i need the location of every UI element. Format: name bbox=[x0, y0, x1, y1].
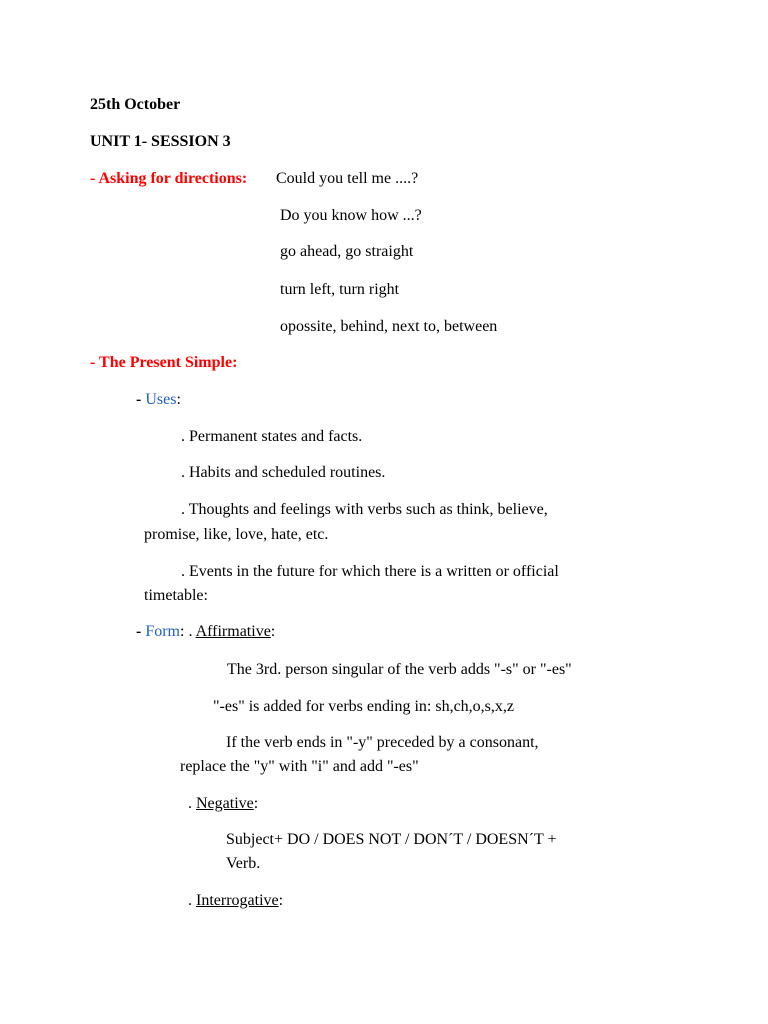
direction-phrase: go ahead, go straight bbox=[280, 243, 414, 260]
interrogative-colon: : bbox=[278, 892, 284, 909]
affirmative-line: If the verb ends in "-y" preceded by a consonant, bbox=[226, 734, 539, 751]
interrogative-heading bbox=[188, 891, 283, 911]
use-item: . Thoughts and feelings with verbs such as think, believe, bbox=[181, 501, 548, 518]
negative-prefix: . bbox=[188, 795, 196, 812]
use-item: . Habits and scheduled routines. bbox=[181, 464, 386, 481]
negative-heading bbox=[188, 794, 258, 814]
negative-line-continued: Verb. bbox=[226, 855, 261, 872]
interrogative-label: Interrogative bbox=[196, 892, 279, 909]
present-simple-heading: - The Present Simple: bbox=[90, 354, 238, 371]
date-heading: 25th October bbox=[90, 96, 181, 113]
directions-heading: - Asking for directions: bbox=[90, 170, 248, 187]
uses-label: Uses bbox=[145, 391, 177, 408]
affirmative-line: The 3rd. person singular of the verb adds "-s" or "-es" bbox=[227, 661, 572, 678]
use-item: . Permanent states and facts. bbox=[181, 428, 363, 445]
unit-heading: UNIT 1- SESSION 3 bbox=[90, 133, 231, 150]
form-heading bbox=[136, 622, 275, 642]
use-item-continued: timetable: bbox=[144, 587, 208, 604]
form-dash: - bbox=[136, 623, 146, 640]
form-colon-dot: : . bbox=[180, 623, 196, 640]
direction-phrase: Could you tell me ....? bbox=[276, 170, 419, 187]
use-item-continued: promise, like, love, hate, etc. bbox=[144, 526, 329, 543]
direction-phrase: turn left, turn right bbox=[280, 281, 400, 298]
use-item: . Events in the future for which there is a written or official bbox=[181, 563, 559, 580]
direction-phrase: Do you know how ...? bbox=[280, 207, 422, 224]
affirmative-colon: : bbox=[270, 623, 276, 640]
direction-phrase: opossite, behind, next to, between bbox=[280, 318, 498, 335]
interrogative-prefix: . bbox=[188, 892, 196, 909]
form-label: Form bbox=[145, 623, 180, 640]
negative-label: Negative bbox=[196, 795, 254, 812]
negative-line: Subject+ DO / DOES NOT / DON´T / DOESN´T + bbox=[226, 831, 557, 848]
affirmative-line: "-es" is added for verbs ending in: sh,ch,o,s,x,z bbox=[213, 698, 514, 715]
affirmative-line-continued: replace the "y" with "i" and add "-es" bbox=[180, 758, 419, 775]
uses-dash: - bbox=[136, 391, 146, 408]
uses-colon: : bbox=[176, 391, 181, 408]
uses-heading bbox=[136, 390, 181, 410]
negative-colon: : bbox=[253, 795, 259, 812]
affirmative-label: Affirmative bbox=[195, 623, 271, 640]
